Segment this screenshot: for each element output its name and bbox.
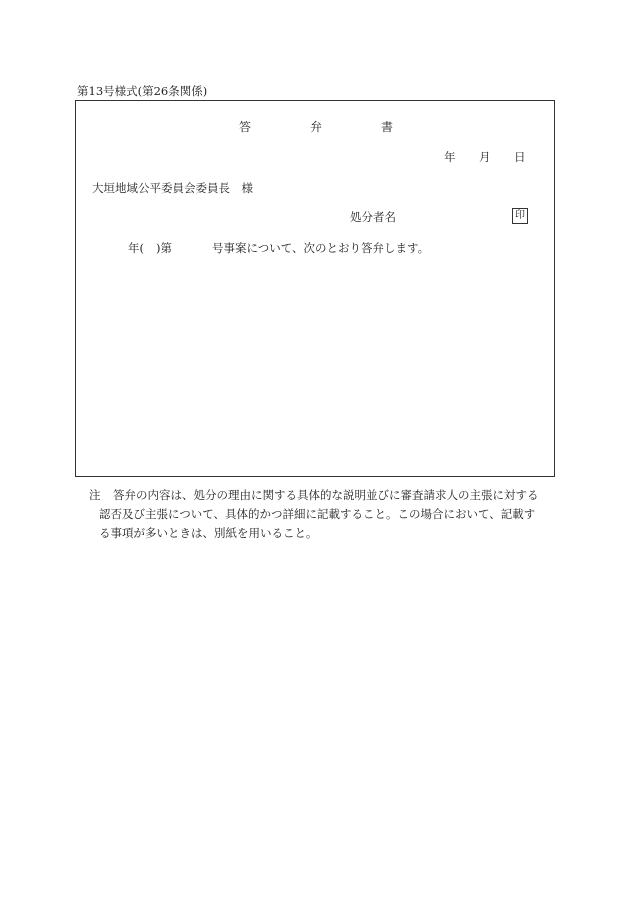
- date-month-label: 月: [479, 150, 491, 164]
- footnote-head: 注: [89, 488, 101, 502]
- date-year-label: 年: [444, 150, 456, 164]
- body-text: 号事案について、次のとおり答弁します。: [212, 241, 430, 255]
- title-char-3: 書: [381, 120, 394, 134]
- body-number-label: )第: [156, 241, 172, 255]
- title-char-1: 答: [239, 120, 252, 134]
- footnote-line-1: 答弁の内容は、処分の理由に関する具体的な説明並びに審査請求人の主張に対する: [113, 488, 539, 502]
- footnote-line-2: 認否及び主張について、具体的かつ詳細に記載すること。この場合において、記載す: [99, 507, 536, 521]
- footnote-line-3: る事項が多いときは、別紙を用いること。: [99, 526, 318, 540]
- seal-mark: 印: [512, 208, 528, 224]
- body-year-label: 年(: [128, 241, 144, 255]
- date-day-label: 日: [514, 150, 526, 164]
- sender-label: 処分者名: [350, 210, 396, 224]
- addressee: 大垣地域公平委員会委員長 様: [92, 181, 253, 195]
- title-char-2: 弁: [310, 120, 323, 134]
- form-number: 第13号様式(第26条関係): [77, 84, 208, 98]
